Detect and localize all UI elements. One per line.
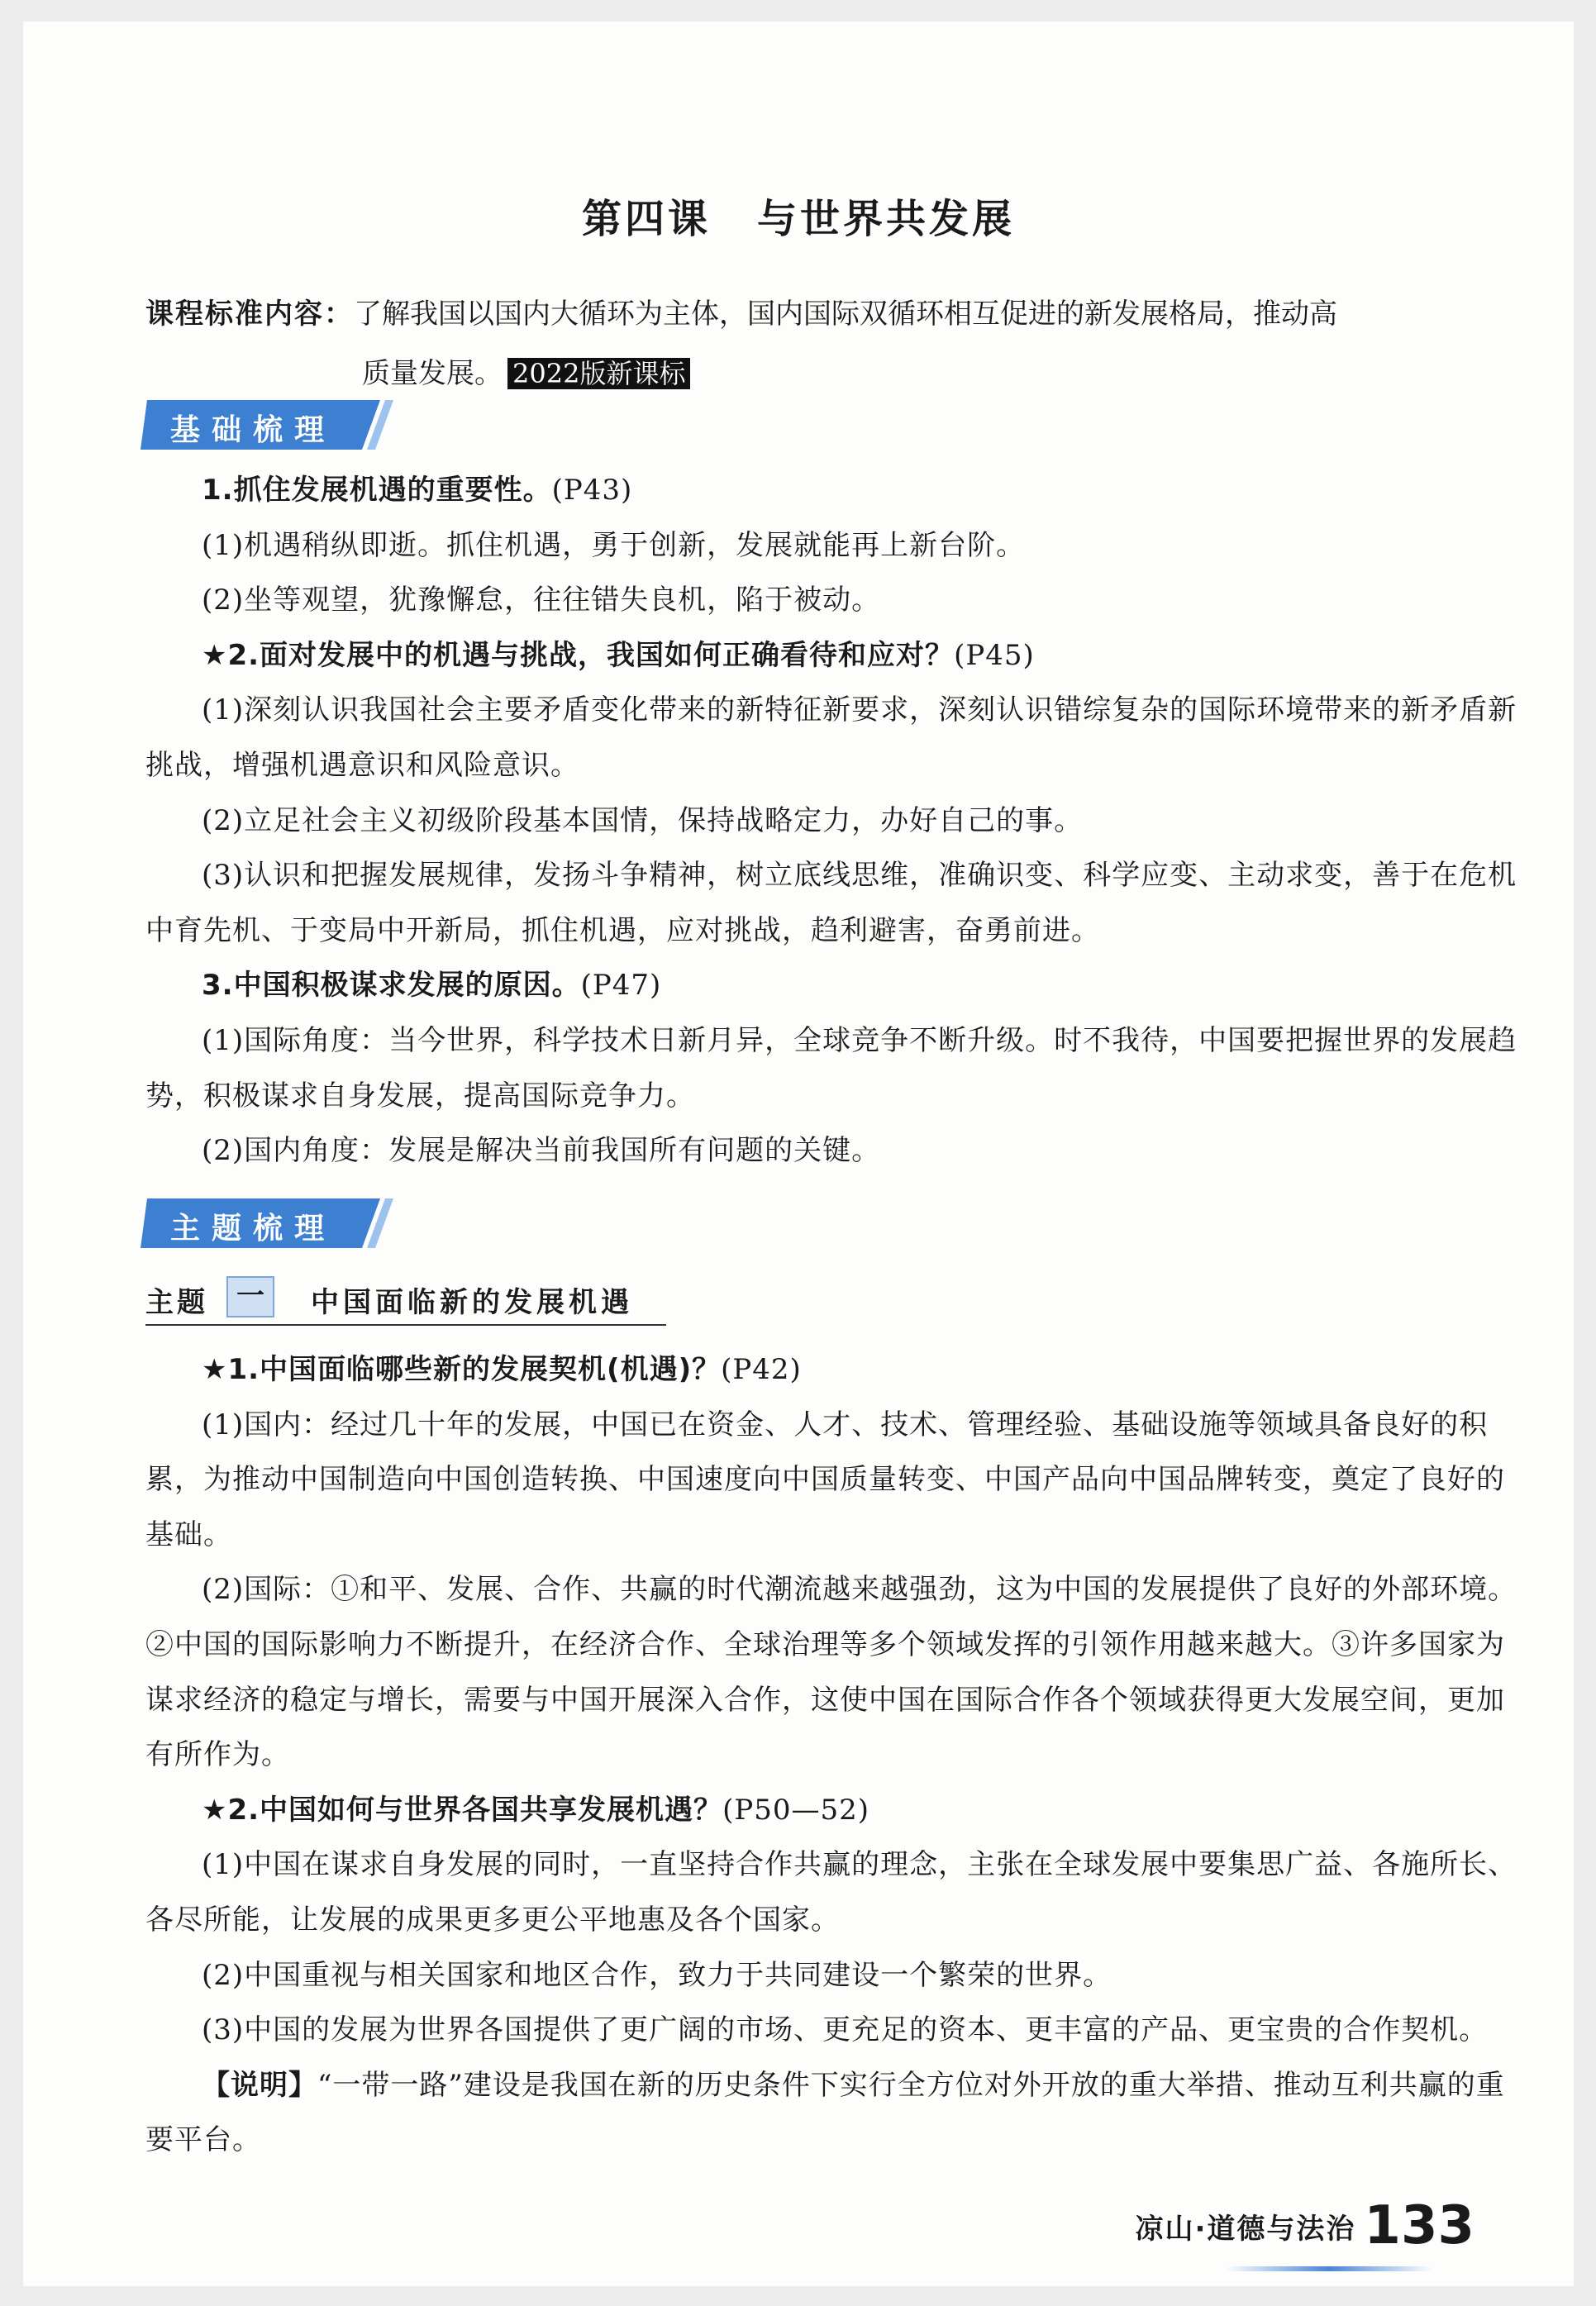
theme-heading-2: ★2.中国如何与世界各国共享发展机遇？(P50—52) [202,1793,869,1827]
basics-banner-label: 基础梳理 [170,413,336,447]
star-icon: ★ [202,1793,228,1827]
theme-para-1: (1)国内：经过几十年的发展，中国已在资金、人才、技术、管理经验、基础设施等领域具备良好的积累，为推动中国制造向中国创造转换、中国速度向中国质量转变、中国产品向中国品牌转变，奠定了良好的基础。 [145,1408,1505,1551]
basics-heading-3: 3.中国积极谋求发展的原因。(P47) [202,969,662,1003]
note-label: 【说明】 [202,2068,317,2102]
footer-label: 凉山·道德与法治 [1135,2213,1356,2246]
basics-para-6: (1)国际角度：当今世界，科学技术日新月异，全球竞争不断升级。时不我待，中国要把握世界的发展趋势，积极谋求自身发展，提高国际竞争力。 [145,1023,1517,1113]
theme-para-5: (3)中国的发展为世界各国提供了更广阔的市场、更充足的资本、更丰富的产品、更宝贵的合作契机。 [202,2013,1489,2047]
star-icon: ★ [202,1353,228,1386]
themes-banner [141,1198,398,1248]
theme-para-2: (2)国际：①和平、发展、合作、共赢的时代潮流越来越强劲，这为中国的发展提供了良好的外部环境。②中国的国际影响力不断提升，在经济合作、全球治理等多个领域发挥的引领作用越来越大。③许多国家为谋求经济的稳定与增长，需要与中国开展深入合作，这使中国在国际合作各个领域获得更大发展空间，更加有所作为。 [145,1573,1517,1772]
textbook-page [23,21,1574,2286]
footer-underline [1226,2266,1432,2271]
theme-title: 中国面临新的发展机遇 [311,1286,633,1319]
lesson-number: 第四课 [581,196,711,242]
theme-para-3: (1)中国在谋求自身发展的同时，一直坚持合作共赢的理念，主张在全球发展中要集思广益、各施所长、各尽所能，让发展的成果更多更公平地惠及各个国家。 [145,1848,1517,1937]
curriculum-line-2: 质量发展。 [362,357,503,390]
basics-heading-2: ★2.面对发展中的机遇与挑战，我国如何正确看待和应对？(P45) [202,638,1035,672]
theme-para-4: (2)中国重视与相关国家和地区合作，致力于共同建设一个繁荣的世界。 [202,1958,1112,1992]
theme-number-box: 一 [226,1276,274,1317]
page-footer [1135,2195,1475,2256]
lesson-name: 与世界共发展 [757,196,1016,242]
themes-banner-label: 主题梳理 [170,1212,336,1246]
theme-heading [145,1271,666,1326]
curriculum-line-1: 了解我国以国内大循环为主体，国内国际双循环相互促进的新发展格局，推动高 [354,298,1337,331]
theme-label: 主题 [145,1286,208,1319]
curriculum-tag: 2022版新课标 [507,358,690,389]
theme-heading-1: ★1.中国面临哪些新的发展契机(机遇)？(P42) [202,1353,802,1386]
basics-para-5: (3)认识和把握发展规律，发扬斗争精神，树立底线思维，准确识变、科学应变、主动求变，善于在危机中育先机、于变局中开新局，抓住机遇，应对挑战，趋利避害，奋勇前进。 [145,859,1517,947]
basics-para-2: (2)坐等观望，犹豫懈怠，往往错失良机，陷于被动。 [202,584,881,617]
basics-para-1: (1)机遇稍纵即逝。抓住机遇，勇于创新，发展就能再上新台阶。 [202,528,1026,562]
curriculum-label: 课程标准内容： [145,298,354,331]
basics-section [145,463,1517,1179]
basics-para-7: (2)国内角度：发展是解决当前我国所有问题的关键。 [202,1134,881,1168]
basics-para-3: (1)深刻认识我国社会主要矛盾变化带来的新特征新要求，深刻认识错综复杂的国际环境带来的新矛盾新挑战，增强机遇意识和风险意识。 [145,693,1517,782]
basics-banner [141,400,398,450]
basics-heading-1: 1.抓住发展机遇的重要性。(P43) [202,474,633,507]
note-paragraph [145,2058,1517,2168]
star-icon: ★ [202,638,228,672]
lesson-title [23,187,1574,244]
note-text: “一带一路”建设是我国在新的历史条件下实行全方位对外开放的重大举措、推动互利共赢的重要平台。 [145,2068,1505,2157]
theme-section [145,1342,1517,2168]
page-number: 133 [1364,2195,1475,2256]
curriculum-standard [145,284,1517,403]
basics-para-4: (2)立足社会主义初级阶段基本国情，保持战略定力，办好自己的事。 [202,803,1084,837]
